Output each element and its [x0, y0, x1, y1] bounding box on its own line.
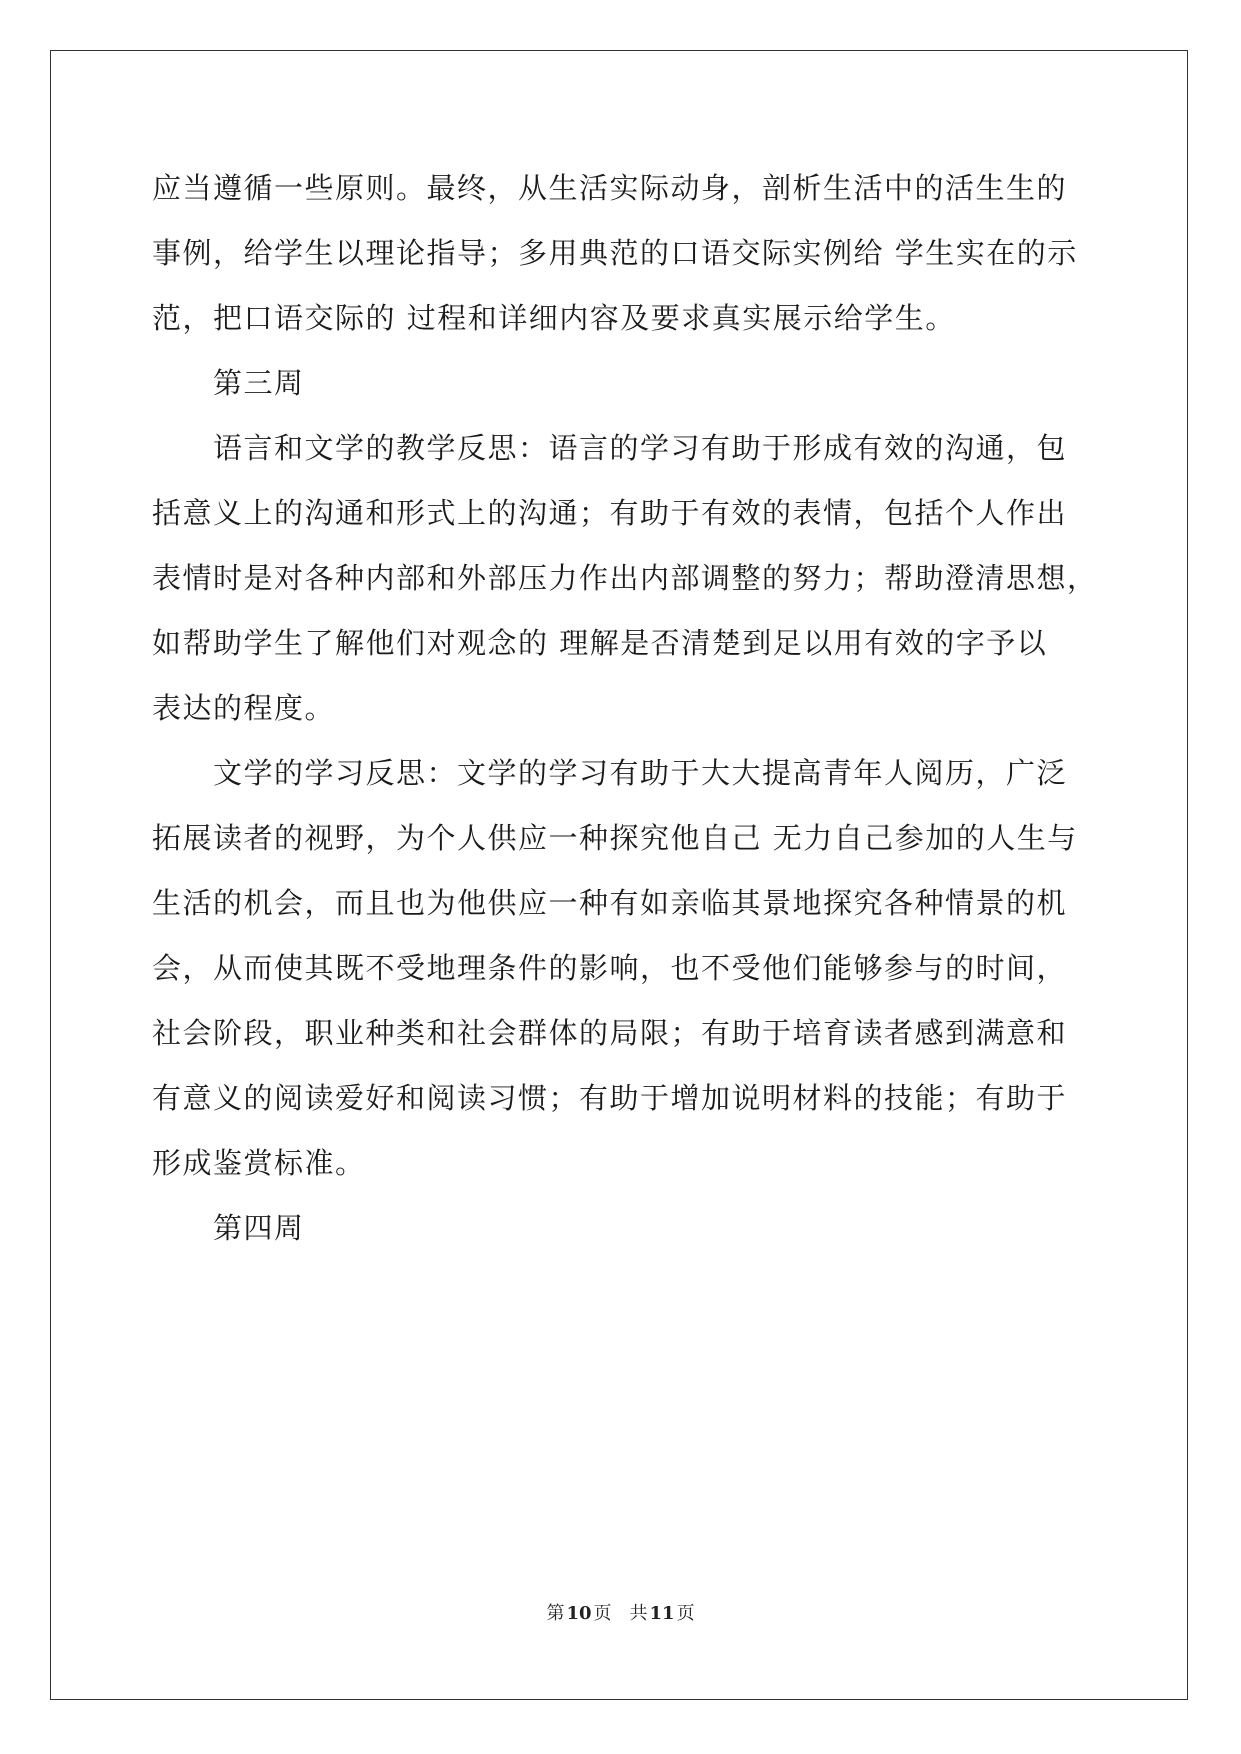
footer-total-word: 页 — [676, 1603, 695, 1624]
section-heading-week-3: 第三周 — [213, 366, 305, 400]
page-footer — [0, 1602, 1241, 1626]
body-line-5: 语言和文学的教学反思：语言的学习有助于形成有效的沟通，包 — [213, 431, 1068, 465]
body-line-16: 形成鉴赏标准。 — [152, 1146, 366, 1180]
body-line-15: 有意义的阅读爱好和阅读习惯；有助于增加说明材料的技能；有助于 — [152, 1081, 1068, 1115]
body-line-8: 如帮助学生了解他们对观念的 理解是否清楚到足以用有效的字予以 — [152, 626, 1048, 660]
body-line-12: 生活的机会，而且也为他供应一种有如亲临其景地探究各种情景的机 — [152, 886, 1068, 920]
footer-current-page: 10 — [566, 1603, 592, 1624]
body-line-9: 表达的程度。 — [152, 691, 336, 725]
footer-page-prefix: 第 — [546, 1603, 565, 1624]
footer-total-pages: 11 — [649, 1603, 675, 1624]
body-line-7: 表情时是对各种内部和外部压力作出内部调整的努力；帮助澄清思想， — [152, 561, 1098, 595]
body-line-3: 范，把口语交际的 过程和详细内容及要求真实展示给学生。 — [152, 301, 956, 335]
footer-page-word: 页 — [593, 1603, 612, 1624]
body-line-2: 事例，给学生以理论指导；多用典范的口语交际实例给 学生实在的示 — [152, 236, 1078, 270]
body-line-1: 应当遵循一些原则。最终，从生活实际动身，剖析生活中的活生生的 — [152, 171, 1068, 205]
footer-total-prefix: 共 — [629, 1603, 648, 1624]
body-line-10: 文学的学习反思：文学的学习有助于大大提高青年人阅历，广泛 — [213, 756, 1068, 790]
section-heading-week-4: 第四周 — [213, 1211, 305, 1245]
body-line-13: 会，从而使其既不受地理条件的影响，也不受他们能够参与的时间， — [152, 951, 1068, 985]
body-line-6: 括意义上的沟通和形式上的沟通；有助于有效的表情，包括个人作出 — [152, 496, 1068, 530]
body-line-11: 拓展读者的视野，为个人供应一种探究他自己 无力自己参加的人生与 — [152, 821, 1078, 855]
body-line-14: 社会阶段，职业种类和社会群体的局限；有助于培育读者感到满意和 — [152, 1016, 1068, 1050]
